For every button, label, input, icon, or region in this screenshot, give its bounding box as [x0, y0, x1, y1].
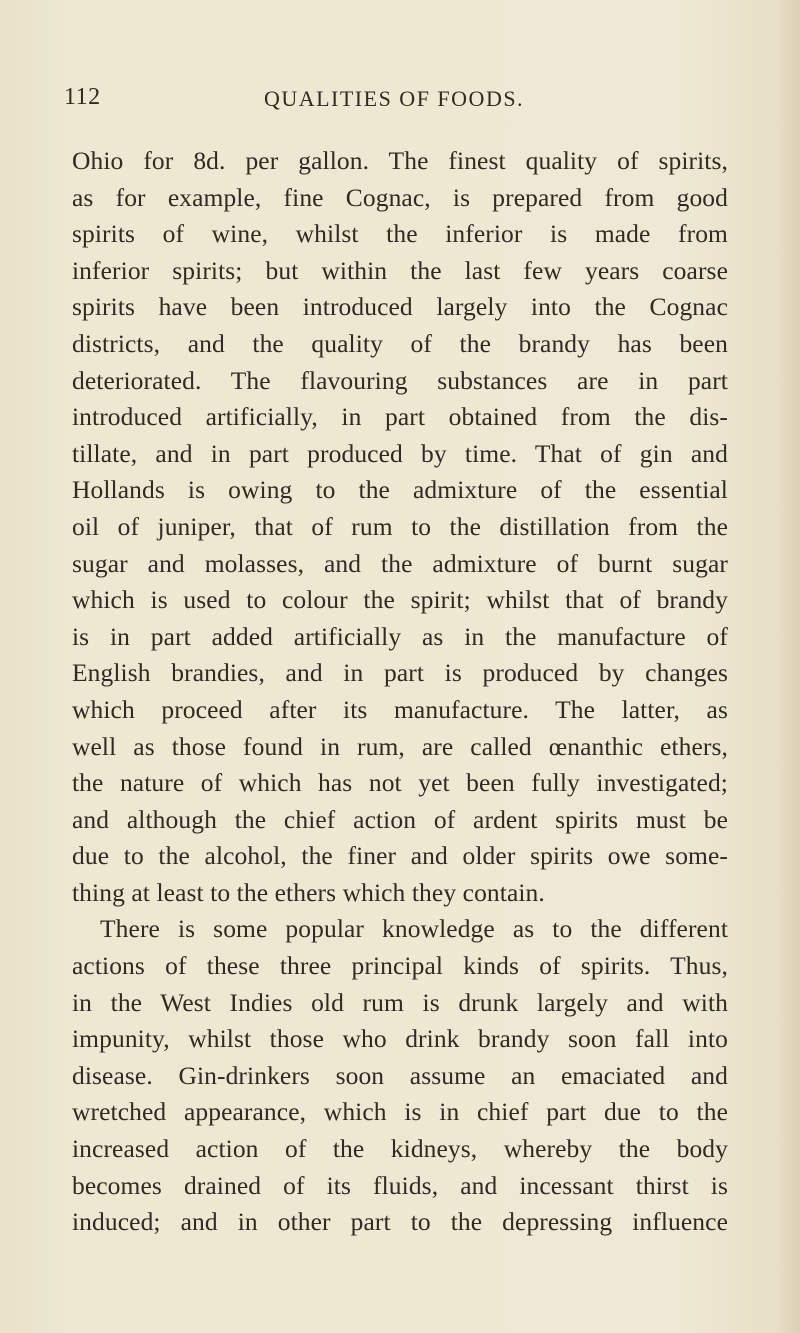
- text-line: due to the alcohol, the finer and older spirits owe some-: [72, 841, 728, 871]
- text-line: well as those found in rum, are called œnanthic ethers,: [72, 731, 728, 761]
- running-head: QUALITIES OF FOODS.: [263, 86, 525, 111]
- text-line: spirits of wine, whilst the inferior is made from: [72, 219, 728, 249]
- text-line: induced; and in other part to the depressing influence: [72, 1207, 728, 1237]
- text-line: Hollands is owing to the admixture of the essential: [72, 475, 728, 505]
- text-line: inferior spirits; but within the last few years coarse: [72, 255, 728, 285]
- page-number: 112: [64, 84, 101, 110]
- text-line: tillate, and in part produced by time. That of gin and: [72, 438, 728, 468]
- text-line: is in part added artificially as in the manufacture of: [72, 621, 728, 651]
- text-line: impunity, whilst those who drink brandy soon fall into: [72, 1024, 728, 1054]
- text-line: There is some popular knowledge as to the different: [100, 914, 728, 944]
- text-line: increased action of the kidneys, whereby the body: [72, 1134, 728, 1164]
- text-line: deteriorated. The flavouring substances are in part: [72, 365, 728, 395]
- text-line: English brandies, and in part is produced by changes: [72, 658, 728, 688]
- text-line: Ohio for 8d. per gallon. The finest quality of spirits,: [72, 146, 728, 175]
- text-line: and although the chief action of ardent spirits must be: [72, 804, 728, 834]
- text-line: thing at least to the ethers which they contain.: [72, 877, 545, 907]
- text-line: as for example, fine Cognac, is prepared from good: [72, 182, 728, 212]
- text-line: becomes drained of its fluids, and incessant thirst is: [72, 1170, 728, 1200]
- text-line: oil of juniper, that of rum to the distillation from the: [72, 511, 728, 541]
- text-line: introduced artificially, in part obtained from the dis-: [72, 402, 728, 432]
- page-header: [64, 84, 724, 124]
- page-edge-shadow: [776, 0, 800, 1333]
- text-line: the nature of which has not yet been fully investigated;: [72, 768, 728, 798]
- body-text: [72, 143, 728, 1241]
- text-line: in the West Indies old rum is drunk largely and with: [72, 987, 728, 1017]
- text-line: spirits have been introduced largely into the Cognac: [72, 292, 728, 322]
- text-line: wretched appearance, which is in chief part due to the: [72, 1097, 728, 1127]
- text-line: districts, and the quality of the brandy has been: [72, 328, 728, 358]
- text-line: disease. Gin-drinkers soon assume an emaciated and: [72, 1060, 728, 1090]
- text-line: sugar and molasses, and the admixture of burnt sugar: [72, 548, 728, 578]
- text-line: which proceed after its manufacture. The latter, as: [72, 694, 728, 724]
- text-line: which is used to colour the spirit; whilst that of brandy: [72, 585, 728, 615]
- text-line: actions of these three principal kinds of spirits. Thus,: [72, 951, 728, 981]
